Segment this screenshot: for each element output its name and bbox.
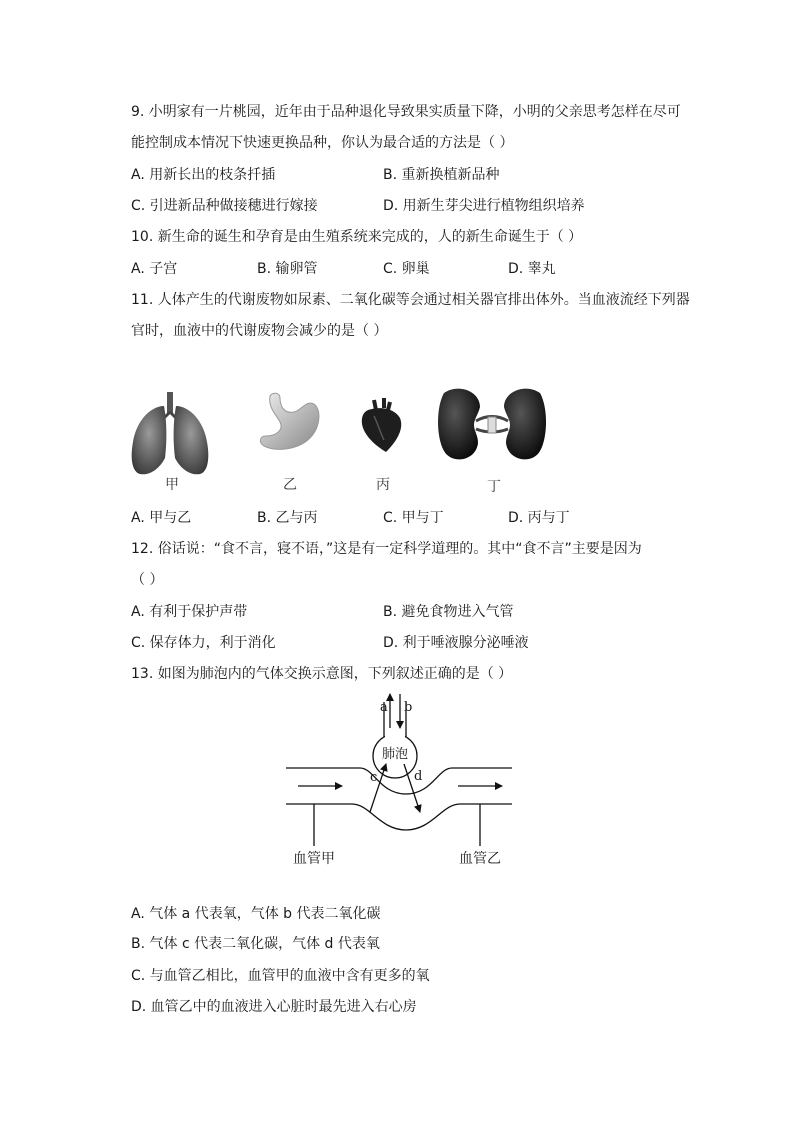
q10-option-a[interactable]: A. 子宫 xyxy=(131,261,178,277)
q9-stem-line1: 9. 小明家有一片桃园，近年由于品种退化导致果实质量下降，小明的父亲思考怎样在尽可 xyxy=(131,104,681,120)
organ-label-bing: 丙 xyxy=(376,477,390,493)
organ-label-yi: 乙 xyxy=(283,477,297,493)
diagram-label-c: c xyxy=(370,770,378,785)
q11-stem-line2: 官时，血液中的代谢废物会减少的是（ ） xyxy=(131,323,388,339)
q9-option-d[interactable]: D. 用新生芽尖进行植物组织培养 xyxy=(383,198,585,214)
diagram-label-b: b xyxy=(404,700,413,715)
q11-option-a[interactable]: A. 甲与乙 xyxy=(131,510,192,526)
q13-option-b[interactable]: B. 气体 c 代表二氧化碳，气体 d 代表氧 xyxy=(131,936,380,952)
q9-option-a[interactable]: A. 用新长出的枝条扦插 xyxy=(131,167,276,183)
q11-option-d[interactable]: D. 丙与丁 xyxy=(508,510,570,526)
q9-option-c[interactable]: C. 引进新品种做接穗进行嫁接 xyxy=(131,198,318,214)
q12-option-b[interactable]: B. 避免食物进入气管 xyxy=(383,604,514,620)
organ-label-ding: 丁 xyxy=(487,479,501,495)
q11-option-b[interactable]: B. 乙与丙 xyxy=(257,510,318,526)
heart-icon xyxy=(360,398,404,454)
q10-option-b[interactable]: B. 输卵管 xyxy=(257,261,318,277)
diagram-label-a: a xyxy=(380,700,388,715)
q13-option-a[interactable]: A. 气体 a 代表氧，气体 b 代表二氧化碳 xyxy=(131,906,381,922)
q12-option-d[interactable]: D. 利于唾液腺分泌唾液 xyxy=(383,635,529,651)
q11-option-c[interactable]: C. 甲与丁 xyxy=(383,510,444,526)
q9-stem-line2: 能控制成本情况下快速更换品种，你认为最合适的方法是（ ） xyxy=(131,135,514,151)
q12-stem-line2: （ ） xyxy=(131,572,164,588)
q10-option-c[interactable]: C. 卵巢 xyxy=(383,261,430,277)
q10-stem: 10. 新生命的诞生和孕育是由生殖系统来完成的，人的新生命诞生于（ ） xyxy=(131,229,583,245)
q10-option-d[interactable]: D. 睾丸 xyxy=(508,261,556,277)
q13-stem: 13. 如图为肺泡内的气体交换示意图，下列叙述正确的是（ ） xyxy=(131,666,513,682)
diagram-alveolus-label: 肺泡 xyxy=(382,747,409,762)
q12-option-a[interactable]: A. 有利于保护声带 xyxy=(131,604,248,620)
alveolus-gas-exchange-diagram xyxy=(280,690,520,870)
q12-stem-line1: 12. 俗话说：“食不言，寝不语，”这是有一定科学道理的。其中“食不言”主要是因为 xyxy=(131,541,642,557)
q9-option-b[interactable]: B. 重新换植新品种 xyxy=(383,167,500,183)
diagram-vessel-jia-label: 血管甲 xyxy=(293,851,335,867)
q13-option-c[interactable]: C. 与血管乙相比，血管甲的血液中含有更多的氧 xyxy=(131,968,430,984)
organ-label-jia: 甲 xyxy=(165,477,179,493)
q11-stem-line1: 11. 人体产生的代谢废物如尿素、二氧化碳等会通过相关器官排出体外。当血液流经下列器 xyxy=(131,292,690,308)
q13-option-d[interactable]: D. 血管乙中的血液进入心脏时最先进入右心房 xyxy=(131,999,417,1015)
stomach-icon xyxy=(258,392,322,454)
diagram-label-d: d xyxy=(414,769,423,784)
lungs-icon xyxy=(130,392,210,476)
kidneys-icon xyxy=(438,385,546,465)
q12-option-c[interactable]: C. 保存体力，利于消化 xyxy=(131,635,276,651)
diagram-vessel-yi-label: 血管乙 xyxy=(459,851,501,867)
